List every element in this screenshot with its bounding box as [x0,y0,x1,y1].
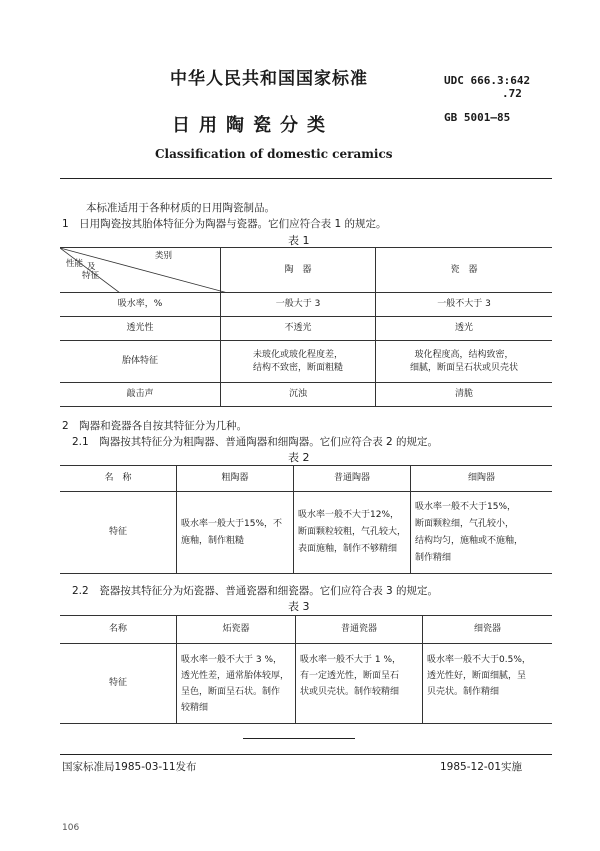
cell-line: 状或贝壳状。制作较精细 [300,687,400,697]
cell-line: 未玻化或玻化程度差， [252,349,343,360]
table-row [60,341,552,383]
cell [296,644,423,724]
cell-line: 断面颗粒细，气孔较小， [415,518,515,529]
standard-title-english: Classification of domestic ceramics [155,147,393,161]
cell [294,492,411,574]
row-label: 透光性 [60,317,221,341]
cell [177,492,294,574]
cell-line: 呈色，断面呈石状。制作 [181,686,281,697]
cell-line: 吸水率一般不大于0.5%， [427,655,531,665]
issuing-authority-heading: 中华人民共和国国家标准 [170,69,368,89]
cell: 透光 [376,317,553,341]
cell: 沉浊 [221,383,376,407]
cell-line: 断面颗粒较粗，气孔较大， [298,527,407,537]
table3-header-common: 普通瓷器 [296,616,423,644]
table2-header-common: 普通陶器 [294,466,411,492]
row-label: 胎体特征 [60,341,221,383]
table3-header-stoneware: 炻瓷器 [177,616,296,644]
table2-header-name: 名 称 [60,466,177,492]
corner-label-category: 类别 [154,251,172,261]
cell-line: 吸水率一般不大于15%， [415,501,517,512]
cell-line: 制作精细 [415,552,452,563]
table-3 [60,615,552,724]
row-label: 特征 [60,492,177,574]
corner-label-property: 性能 [66,259,84,269]
udc-code-line2: .72 [502,87,522,100]
cell-line: 透光性好，断面细腻，呈 [427,671,527,681]
section-2: 2 陶器和瓷器各自按其特征分为几种。 [62,420,248,432]
cell-line: 较精细 [181,702,209,713]
cell-line: 玻化程度高，结构致密， [414,349,514,360]
table-row [60,644,552,724]
cell [411,492,553,574]
table1-caption: 表 1 [288,234,310,247]
effective-date: 1985-12-01实施 [440,761,523,773]
table3-header-name: 名称 [60,616,177,644]
cell-line: 吸水率一般大于15%，不 [181,518,283,529]
footer-divider [60,754,552,755]
page-number: 106 [62,823,80,833]
table2-header-row [60,466,552,492]
cell-line: 吸水率一般不大于12%， [298,510,400,520]
table1-corner-cell [60,248,221,293]
section-2-1: 2.1 陶器按其特征分为粗陶器、普通陶器和细陶器。它们应符合表 2 的规定。 [72,436,439,448]
end-of-text-rule [243,738,355,739]
intro-paragraph: 本标准适用于各种材质的日用陶瓷制品。 [86,202,275,214]
cell-line: 透光性差，通常胎体较厚， [181,670,290,681]
cell-line: 施釉，制作粗糙 [181,535,245,546]
gb-number: GB 5001—85 [444,111,511,124]
standard-title: 日用陶瓷分类 [172,115,334,136]
cell: 一般不大于 3 [376,293,553,317]
table3-header-fine: 细瓷器 [423,616,553,644]
cell: 不透光 [221,317,376,341]
cell-line: 结构不致密，断面粗糙 [252,362,343,373]
issue-date: 国家标准局1985-03-11发布 [62,761,197,773]
table3-caption: 表 3 [288,600,310,613]
cell [221,341,376,383]
cell [376,341,553,383]
cell-line: 结构均匀，施釉或不施釉， [415,535,524,546]
cell: 清脆 [376,383,553,407]
cell [423,644,553,724]
corner-label-feature: 特征 [82,271,100,281]
table-row [60,317,552,341]
table2-header-fine: 细陶器 [411,466,553,492]
cell-line: 细腻，断面呈石状或贝壳状 [409,362,518,373]
header-divider [60,178,552,179]
table-2 [60,465,552,574]
table2-caption: 表 2 [288,451,310,464]
cell: 一般大于 3 [221,293,376,317]
cell-line: 吸水率一般不大于 1 %， [300,655,402,665]
cell-line: 表面施釉，制作不够精细 [298,544,398,554]
table-row [60,383,552,407]
udc-code [444,74,530,100]
table-row [60,293,552,317]
table-row [60,492,552,574]
row-label: 特征 [60,644,177,724]
section-1: 1 日用陶瓷按其胎体特征分为陶器与瓷器。它们应符合表 1 的规定。 [62,218,387,230]
table1-col-porcelain: 瓷 器 [376,248,553,293]
cell [177,644,296,724]
section-2-2: 2.2 瓷器按其特征分为炻瓷器、普通瓷器和细瓷器。它们应符合表 3 的规定。 [72,585,439,597]
cell-line: 有一定透光性，断面呈石 [300,671,400,681]
cell-line: 吸水率一般不大于 3 %， [181,654,283,665]
udc-code-line1: UDC 666.3:642 [444,74,531,87]
row-label: 敲击声 [60,383,221,407]
table-1 [60,247,552,407]
corner-label-and: 及 [87,262,96,272]
table1-header-row [60,248,552,293]
table3-header-row [60,616,552,644]
table2-header-coarse: 粗陶器 [177,466,294,492]
table1-col-pottery: 陶 器 [221,248,376,293]
cell-line: 贝壳状。制作精细 [427,687,500,697]
row-label: 吸水率，% [60,293,221,317]
